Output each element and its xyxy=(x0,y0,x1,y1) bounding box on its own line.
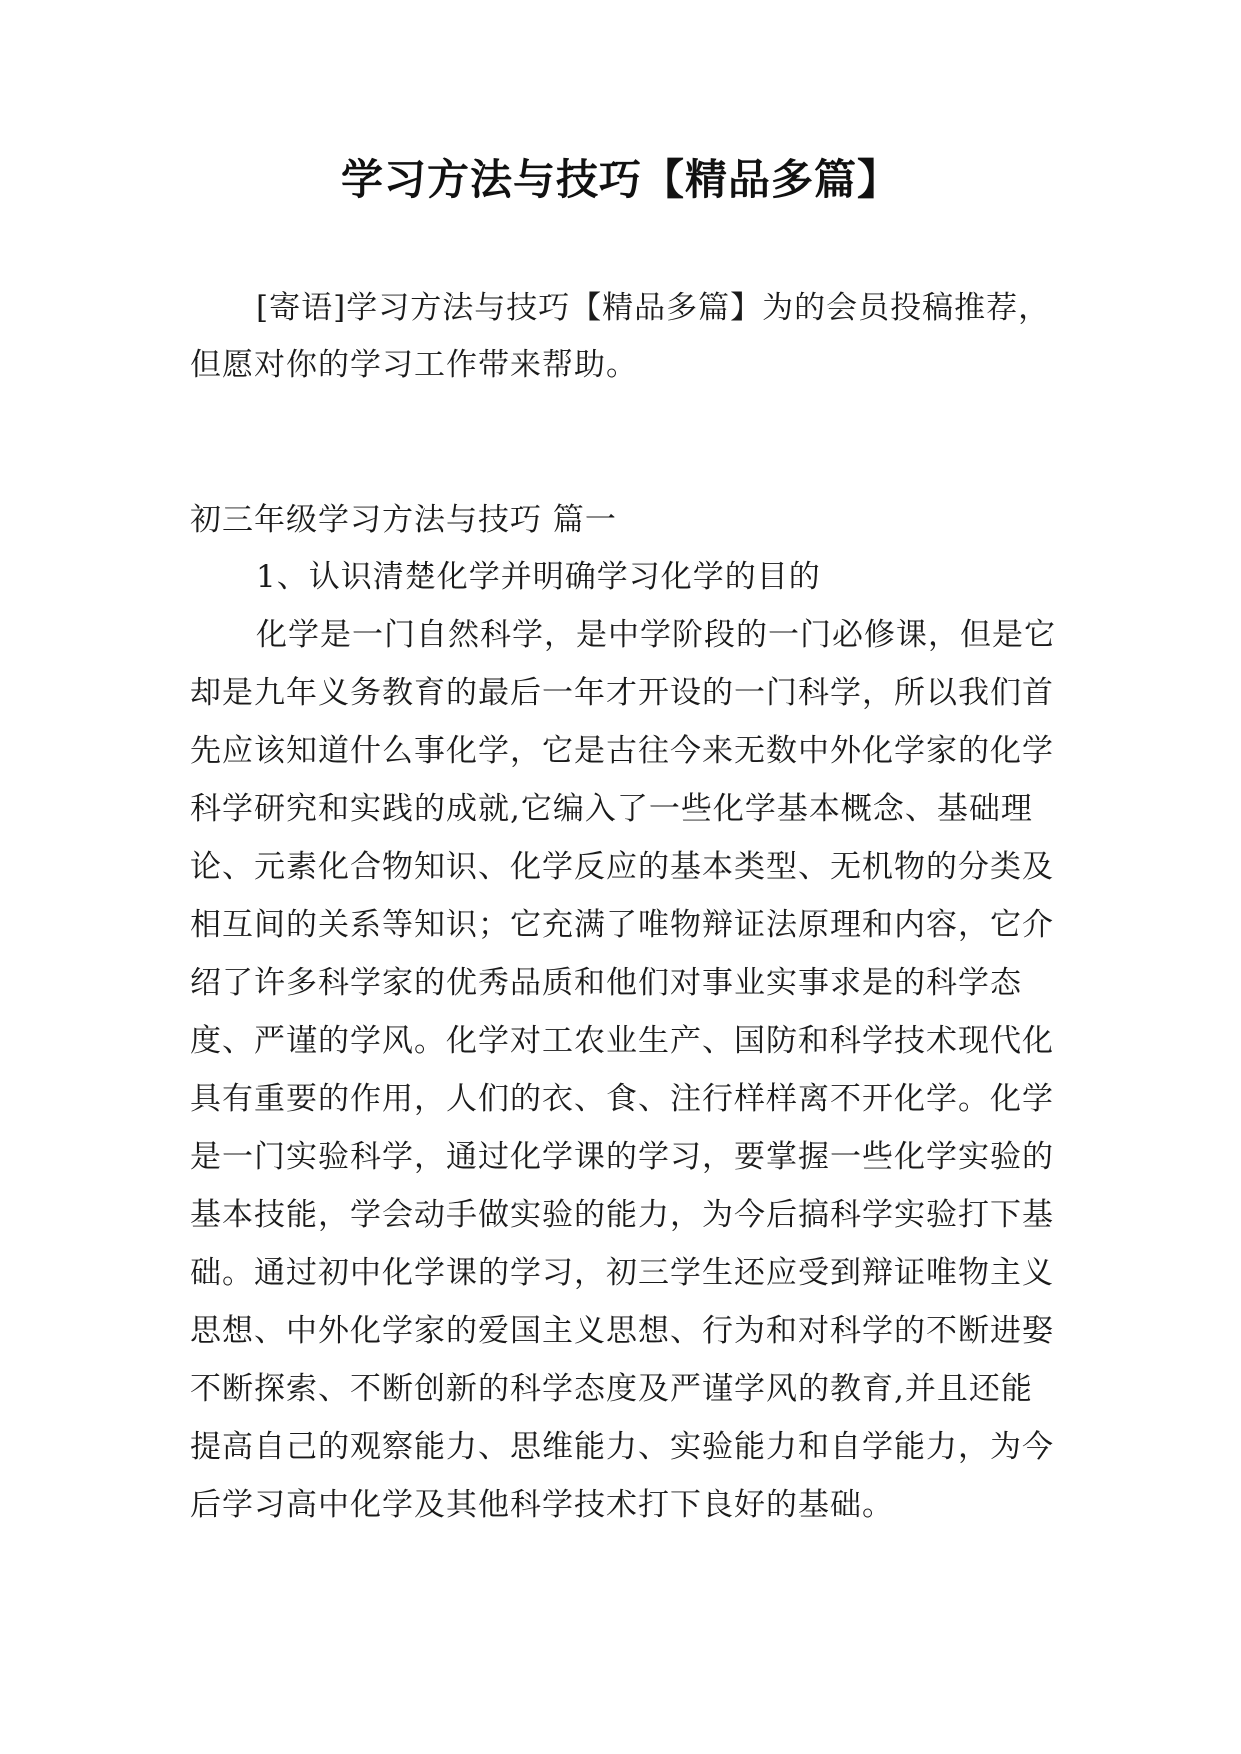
section-heading: 初三年级学习方法与技巧 篇一 xyxy=(190,502,617,538)
document-body xyxy=(190,280,1060,1534)
section-body-paragraph: 化学是一门自然科学，是中学阶段的一门必修课，但是它却是九年义务教育的最后一年才开设的一门科学，所以我们首先应该知道什么事化学，它是古往今来无数中外化学家的化学科学研究和实践的成就,它编入了一些化学基本概念、基础理论、元素化合物知识、化学反应的基本类型、无机物的分类及相互间的关系等知识；它充满了唯物辩证法原理和内容，它介绍了许多科学家的优秀品质和他们对事业实事求是的科学态度、严谨的学风。化学对工农业生产、国防和科学技术现代化具有重要的作用，人们的衣、食、注行样样离不开化学。化学是一门实验科学，通过化学课的学习，要掌握一些化学实验的基本技能，学会动手做实验的能力，为今后搞科学实验打下基础。通过初中化学课的学习，初三学生还应受到辩证唯物主义思想、中外化学家的爱国主义思想、行为和对科学的不断进娶不断探索、不断创新的科学态度及严谨学风的教育,并且还能提高自己的观察能力、思维能力、实验能力和自学能力，为今后学习高中化学及其他科学技术打下良好的基础。 xyxy=(190,617,1056,1523)
intro-paragraph: [寄语]学习方法与技巧【精品多篇】为的会员投稿推荐，但愿对你的学习工作带来帮助。 xyxy=(190,290,1051,383)
document-title: 学习方法与技巧【精品多篇】 xyxy=(340,155,900,204)
section-subheading: 1、认识清楚化学并明确学习化学的目的 xyxy=(256,559,821,595)
